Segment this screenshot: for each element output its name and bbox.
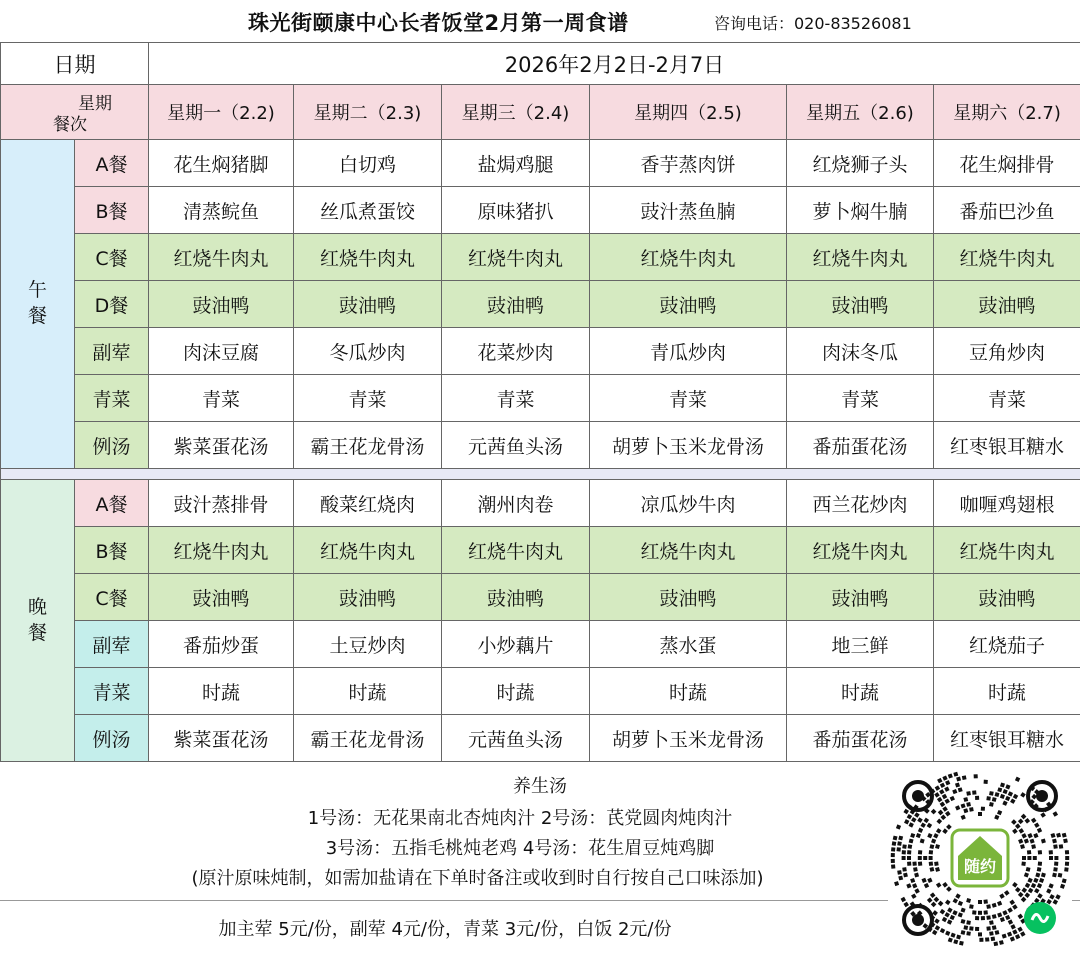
dish-cell: 红烧牛肉丸 [787, 234, 934, 281]
dish-cell: 番茄巴沙鱼 [934, 187, 1080, 234]
weekday-header: 星期六（2.7) [934, 85, 1080, 140]
dish-cell: 红烧牛肉丸 [590, 234, 787, 281]
meal-type-label: 青菜 [75, 375, 149, 422]
dinner-meal-row [1, 621, 1080, 668]
mini-program-icon [1024, 902, 1056, 934]
dish-cell: 红烧牛肉丸 [934, 527, 1080, 574]
dish-cell: 豉油鸭 [934, 281, 1080, 328]
dish-cell: 豉油鸭 [149, 281, 294, 328]
dinner-meal-row [1, 574, 1080, 621]
logo-text: 随约 [963, 857, 997, 876]
lunch-meal-row [1, 234, 1080, 281]
meal-type-label: 副荤 [75, 621, 149, 668]
dish-cell: 原味猪扒 [442, 187, 590, 234]
dish-cell: 青菜 [934, 375, 1080, 422]
dish-cell: 豉汁蒸鱼腩 [590, 187, 787, 234]
weekday-header: 星期二（2.3) [294, 85, 442, 140]
dish-cell: 红烧牛肉丸 [149, 527, 294, 574]
dish-cell: 红烧牛肉丸 [590, 527, 787, 574]
dish-cell: 红烧牛肉丸 [442, 527, 590, 574]
meal-type-label: 例汤 [75, 715, 149, 762]
dish-cell: 红烧茄子 [934, 621, 1080, 668]
meal-type-label: 例汤 [75, 422, 149, 469]
dish-cell: 红烧牛肉丸 [442, 234, 590, 281]
corner-cell [1, 85, 149, 140]
page-title: 珠光街颐康中心长者饭堂2月第一周食谱 [248, 11, 629, 35]
dish-cell: 青菜 [149, 375, 294, 422]
weekday-header: 星期三（2.4) [442, 85, 590, 140]
meal-type-label: D餐 [75, 281, 149, 328]
suiyue-logo [952, 830, 1008, 886]
weekday-header-row [1, 85, 1080, 140]
lunch-meal-row [1, 422, 1080, 469]
dish-cell: 时蔬 [590, 668, 787, 715]
weekday-header: 星期五（2.6) [787, 85, 934, 140]
price-list: 加主荤 5元/份，副荤 4元/份，青菜 3元/份，白饭 2元/份 [218, 919, 672, 940]
dish-cell: 豉油鸭 [934, 574, 1080, 621]
soup-line-1: 1号汤：无花果南北杏炖肉汁 2号汤：芪党圆肉炖肉汁 [307, 808, 733, 829]
soup-line-2: 3号汤：五指毛桃炖老鸡 4号汤：花生眉豆炖鸡脚 [325, 838, 715, 859]
dish-cell: 凉瓜炒牛肉 [590, 480, 787, 527]
corner-weekday-label: 星期 [78, 94, 112, 114]
dish-cell: 肉沫冬瓜 [787, 328, 934, 375]
dish-cell: 胡萝卜玉米龙骨汤 [590, 422, 787, 469]
dish-cell: 花生焖猪脚 [149, 140, 294, 187]
dish-cell: 白切鸡 [294, 140, 442, 187]
weekly-menu-table [0, 42, 1080, 762]
dish-cell: 红烧牛肉丸 [294, 234, 442, 281]
dish-cell: 豉油鸭 [787, 574, 934, 621]
salt-note: (原汁原味炖制，如需加盐请在下单时备注或收到时自行按自己口味添加) [191, 868, 764, 889]
dish-cell: 蒸水蛋 [590, 621, 787, 668]
dish-cell: 豆角炒肉 [934, 328, 1080, 375]
dish-cell: 小炒藕片 [442, 621, 590, 668]
date-row [1, 43, 1080, 85]
dish-cell: 萝卜焖牛腩 [787, 187, 934, 234]
meal-type-label: B餐 [75, 527, 149, 574]
dish-cell: 番茄蛋花汤 [787, 422, 934, 469]
dish-cell: 肉沫豆腐 [149, 328, 294, 375]
dish-cell: 豉油鸭 [442, 574, 590, 621]
dish-cell: 紫菜蛋花汤 [149, 715, 294, 762]
dish-cell: 元茜鱼头汤 [442, 422, 590, 469]
dish-cell: 豉油鸭 [787, 281, 934, 328]
dish-cell: 咖喱鸡翅根 [934, 480, 1080, 527]
dish-cell: 番茄蛋花汤 [787, 715, 934, 762]
dish-cell: 花生焖排骨 [934, 140, 1080, 187]
dish-cell: 潮州肉卷 [442, 480, 590, 527]
dish-cell: 青菜 [442, 375, 590, 422]
weekday-header: 星期四（2.5) [590, 85, 787, 140]
dinner-meal-row [1, 480, 1080, 527]
meal-type-label: A餐 [75, 480, 149, 527]
soup-heading: 养生汤 [513, 776, 567, 797]
dish-cell: 豉汁蒸排骨 [149, 480, 294, 527]
meal-type-label: 青菜 [75, 668, 149, 715]
dish-cell: 青菜 [294, 375, 442, 422]
separator-cell [1, 469, 1080, 480]
lunch-meal-row [1, 140, 1080, 187]
dish-cell: 红烧狮子头 [787, 140, 934, 187]
dish-cell: 青菜 [590, 375, 787, 422]
dish-cell: 时蔬 [294, 668, 442, 715]
phone-number: 咨询电话：020-83526081 [714, 14, 912, 33]
dish-cell: 红枣银耳糖水 [934, 422, 1080, 469]
lunch-meal-row [1, 375, 1080, 422]
corner-meal-label: 餐次 [53, 115, 87, 135]
dish-cell: 盐焗鸡腿 [442, 140, 590, 187]
dish-cell: 酸菜红烧肉 [294, 480, 442, 527]
section-separator [1, 469, 1080, 480]
dish-cell: 青菜 [787, 375, 934, 422]
dinner-meal-row [1, 668, 1080, 715]
dish-cell: 番茄炒蛋 [149, 621, 294, 668]
dish-cell: 豉油鸭 [294, 574, 442, 621]
dinner-section-label: 晚 餐 [1, 480, 75, 762]
dish-cell: 豉油鸭 [590, 574, 787, 621]
date-label: 日期 [1, 43, 149, 85]
dish-cell: 红烧牛肉丸 [294, 527, 442, 574]
meal-type-label: C餐 [75, 234, 149, 281]
dish-cell: 时蔬 [787, 668, 934, 715]
dish-cell: 豉油鸭 [442, 281, 590, 328]
title-bar [0, 0, 1080, 43]
dish-cell: 胡萝卜玉米龙骨汤 [590, 715, 787, 762]
dish-cell: 霸王花龙骨汤 [294, 422, 442, 469]
dish-cell: 豉油鸭 [149, 574, 294, 621]
meal-type-label: B餐 [75, 187, 149, 234]
meal-type-label: C餐 [75, 574, 149, 621]
dish-cell: 豉油鸭 [294, 281, 442, 328]
dish-cell: 花菜炒肉 [442, 328, 590, 375]
dish-cell: 青瓜炒肉 [590, 328, 787, 375]
dish-cell: 豉油鸭 [590, 281, 787, 328]
dish-cell: 冬瓜炒肉 [294, 328, 442, 375]
weekday-header: 星期一（2.2) [149, 85, 294, 140]
lunch-meal-row [1, 187, 1080, 234]
lunch-meal-row [1, 281, 1080, 328]
meal-type-label: 副荤 [75, 328, 149, 375]
dish-cell: 元茜鱼头汤 [442, 715, 590, 762]
dish-cell: 清蒸鲩鱼 [149, 187, 294, 234]
qr-code-icon[interactable] [888, 770, 1072, 948]
dinner-meal-row [1, 715, 1080, 762]
dish-cell: 土豆炒肉 [294, 621, 442, 668]
dish-cell: 红烧牛肉丸 [149, 234, 294, 281]
meal-type-label: A餐 [75, 140, 149, 187]
dish-cell: 地三鲜 [787, 621, 934, 668]
dish-cell: 红枣银耳糖水 [934, 715, 1080, 762]
lunch-section-label: 午 餐 [1, 140, 75, 469]
dish-cell: 丝瓜煮蛋饺 [294, 187, 442, 234]
dish-cell: 紫菜蛋花汤 [149, 422, 294, 469]
dish-cell: 红烧牛肉丸 [934, 234, 1080, 281]
dish-cell: 时蔬 [442, 668, 590, 715]
dish-cell: 西兰花炒肉 [787, 480, 934, 527]
dish-cell: 霸王花龙骨汤 [294, 715, 442, 762]
dinner-meal-row [1, 527, 1080, 574]
dish-cell: 时蔬 [149, 668, 294, 715]
date-range: 2026年2月2日-2月7日 [149, 43, 1080, 85]
lunch-meal-row [1, 328, 1080, 375]
dish-cell: 时蔬 [934, 668, 1080, 715]
dish-cell: 香芋蒸肉饼 [590, 140, 787, 187]
dish-cell: 红烧牛肉丸 [787, 527, 934, 574]
